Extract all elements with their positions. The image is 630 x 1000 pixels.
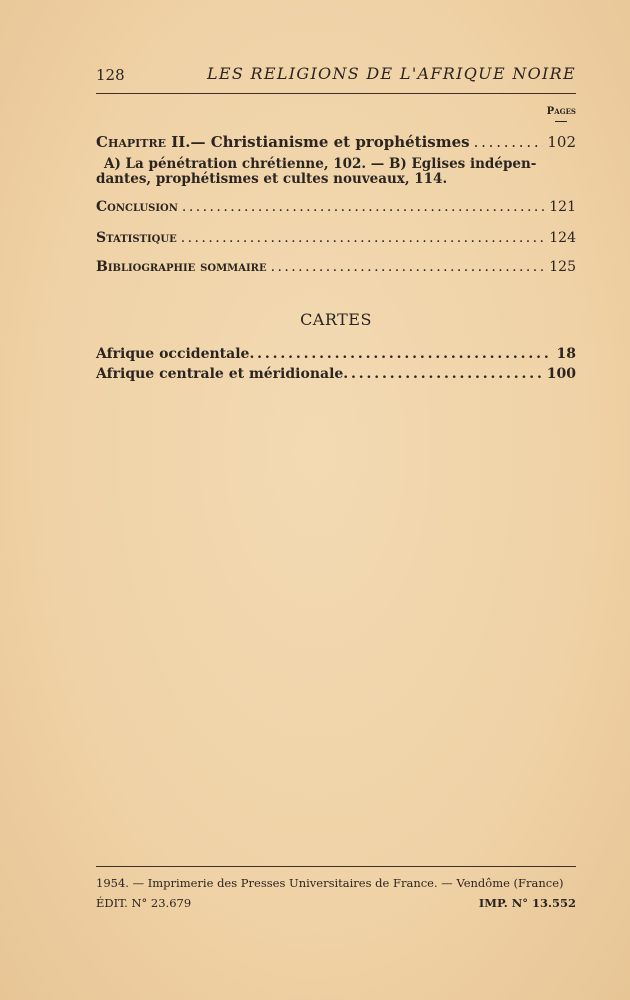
footer-rule bbox=[96, 866, 576, 867]
toc-entry-chapter-2 bbox=[96, 133, 576, 151]
cartes-heading: CARTES bbox=[300, 310, 372, 329]
carte-label: Afrique occidentale bbox=[96, 346, 250, 362]
dot-leader bbox=[181, 230, 546, 246]
carte-entry bbox=[96, 346, 576, 362]
dot-leader bbox=[474, 133, 544, 151]
toc-label: Conclusion bbox=[96, 199, 178, 215]
edit-number: ÉDIT. N° 23.679 bbox=[96, 896, 192, 910]
pages-label bbox=[547, 106, 576, 122]
imprint-text: 1954. — Imprimerie des Presses Universitaires de France. — Vendôme (France) bbox=[96, 876, 564, 890]
pages-label-text: Pages bbox=[546, 106, 576, 117]
imp-number: IMP. N° 13.552 bbox=[478, 896, 576, 910]
subentry-line: dantes, prophétismes et cultes nouveaux, 114. bbox=[96, 171, 448, 187]
carte-label: Afrique centrale et méridionale bbox=[96, 366, 344, 382]
page-number: 128 bbox=[96, 66, 125, 84]
running-header bbox=[96, 64, 576, 88]
dot-leader bbox=[271, 259, 546, 275]
toc-page: 125 bbox=[549, 259, 576, 275]
dot-leader bbox=[249, 346, 550, 362]
chapter-subentries bbox=[96, 156, 574, 187]
toc-entry-bibliographie bbox=[96, 259, 576, 275]
pages-dash bbox=[555, 121, 567, 122]
subentry-line: A) La pénétration chrétienne, 102. — B) Eglises indépen- bbox=[104, 156, 537, 172]
toc-page: 102 bbox=[547, 133, 576, 151]
carte-page: 18 bbox=[556, 346, 576, 362]
carte-page: 100 bbox=[546, 366, 576, 382]
toc-label-prefix: Chapitre II. bbox=[96, 133, 191, 151]
dot-leader bbox=[182, 199, 545, 215]
toc-label: Bibliographie sommaire bbox=[96, 259, 267, 275]
toc-label: — Christianisme et prophétismes bbox=[190, 133, 470, 151]
carte-entry bbox=[96, 366, 576, 382]
header-rule bbox=[96, 93, 576, 94]
toc-page: 124 bbox=[549, 230, 576, 246]
toc-label: Statistique bbox=[96, 230, 177, 246]
footer-numbers bbox=[96, 896, 576, 910]
footer-imprint bbox=[96, 876, 576, 890]
running-title: LES RELIGIONS DE L'AFRIQUE NOIRE bbox=[206, 64, 576, 83]
toc-entry-statistique bbox=[96, 230, 576, 246]
toc-page: 121 bbox=[549, 199, 576, 215]
dot-leader bbox=[343, 366, 542, 382]
toc-entry-conclusion bbox=[96, 199, 576, 215]
